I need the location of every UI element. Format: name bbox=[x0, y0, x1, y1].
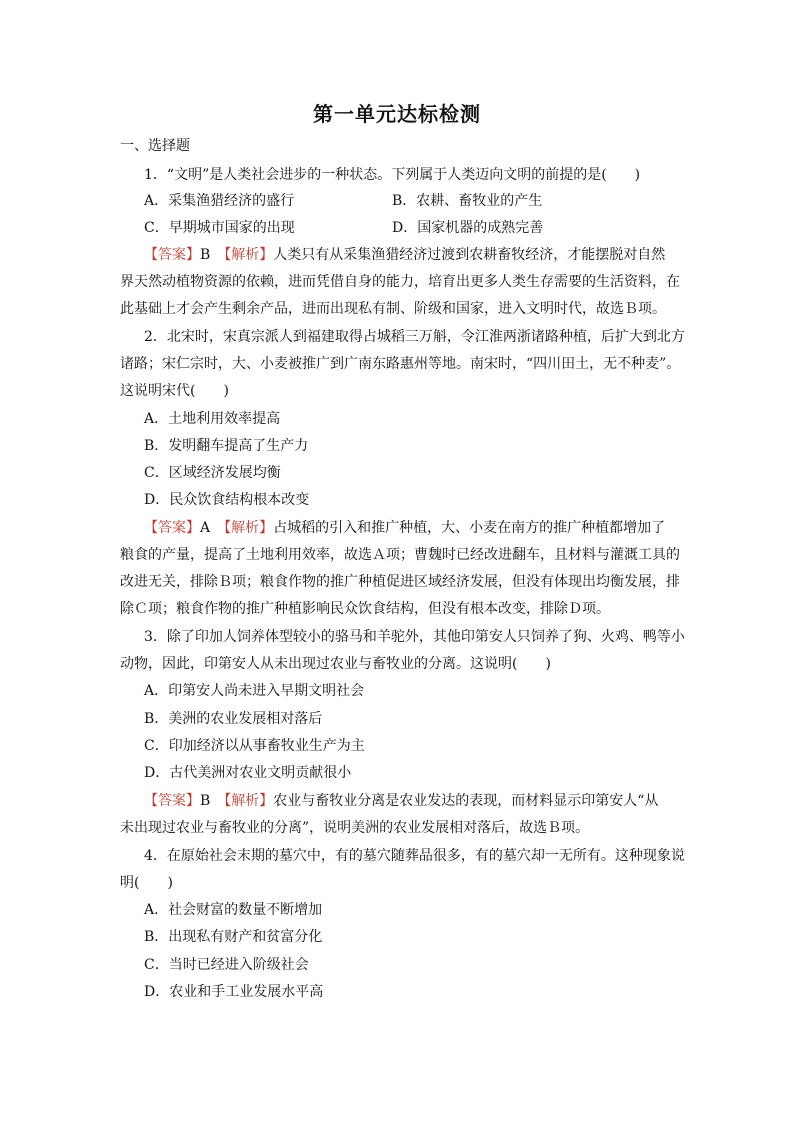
q2-option-a: A．土地利用效率提高 bbox=[144, 411, 281, 427]
q3-stem-line-2: 动物，因此，印第安人从未出现过农业与畜牧业的分离。这说明( ) bbox=[120, 656, 551, 672]
analysis-tag: 【解析】 bbox=[224, 520, 274, 536]
section-heading: 一、选择题 bbox=[120, 138, 190, 154]
q1-option-a: A．采集渔猎经济的盛行 bbox=[144, 193, 295, 209]
q2-stem-line-3: 这说明宋代( ) bbox=[120, 383, 229, 399]
q2-answer-line bbox=[144, 518, 704, 538]
answer-tag: 【答案】 bbox=[144, 247, 200, 263]
q1-option-d: D．国家机器的成熟完善 bbox=[392, 220, 544, 236]
q2-stem-line-2: 诸路；宋仁宗时，大、小麦被推广到广南东路惠州等地。南宋时，“四川田土，无不种麦”。 bbox=[120, 356, 681, 372]
q2-option-c: C．区域经济发展均衡 bbox=[144, 465, 281, 481]
q2-analysis-line-4: 除Ｃ项；粮食作物的推广种植影响民众饮食结构，但没有根本改变，排除Ｄ项。 bbox=[120, 601, 610, 617]
q4-option-d: D．农业和手工业发展水平高 bbox=[144, 984, 324, 1000]
q3-analysis-line-2: 未出现过农业与畜牧业的分离”，说明美洲的农业发展相对落后，故选Ｂ项。 bbox=[120, 820, 590, 836]
analysis-tag: 【解析】 bbox=[224, 793, 274, 809]
q1-option-c: C．早期城市国家的出现 bbox=[144, 220, 295, 236]
page-title: 第一单元达标检测 bbox=[313, 102, 481, 126]
q3-option-a: A．印第安人尚未进入早期文明社会 bbox=[144, 683, 365, 699]
q1-answer: B bbox=[200, 247, 211, 263]
q2-stem-line-1: 2．北宋时，宋真宗派人到福建取得占城稻三万斛，令江淮两浙诸路种植，后扩大到北方 bbox=[144, 329, 685, 345]
q2-option-b: B．发明翻车提高了生产力 bbox=[144, 438, 309, 454]
q3-option-d: D．古代美洲对农业文明贡献很小 bbox=[144, 765, 352, 781]
q1-analysis-line-3: 此基础上才会产生剩余产品，进而出现私有制、阶级和国家，进入文明时代，故选Ｂ项。 bbox=[120, 301, 666, 317]
q1-answer-line bbox=[144, 245, 704, 265]
q2-answer: A bbox=[200, 520, 211, 536]
q4-stem-line-2: 明( ) bbox=[120, 875, 173, 891]
answer-tag: 【答案】 bbox=[144, 793, 200, 809]
q4-stem-line-1: 4．在原始社会末期的墓穴中，有的墓穴随葬品很多，有的墓穴却一无所有。这种现象说 bbox=[144, 848, 685, 864]
q3-option-c: C．印加经济以从事畜牧业生产为主 bbox=[144, 738, 365, 754]
q1-analysis-line-2: 界天然动植物资源的依赖，进而凭借自身的能力，培育出更多人类生存需要的生活资料，在 bbox=[120, 274, 680, 290]
q3-stem-line-1: 3．除了印加人饲养体型较小的骆马和羊驼外，其他印第安人只饲养了狗、火鸡、鸭等小 bbox=[144, 629, 685, 645]
q2-analysis-line-2: 粮食的产量，提高了土地利用效率，故选Ａ项；曹魏时已经改进翻车，且材料与灌溉工具的 bbox=[120, 547, 680, 563]
q1-analysis-line-1: 人类只有从采集渔猎经济过渡到农耕畜牧经济，才能摆脱对自然 bbox=[273, 247, 666, 263]
q4-option-a: A．社会财富的数量不断增加 bbox=[144, 902, 323, 918]
q1-option-b: B．农耕、畜牧业的产生 bbox=[392, 193, 543, 209]
q2-analysis-line-1: 占城稻的引入和推广种植，大、小麦在南方的推广种植都增加了 bbox=[273, 520, 666, 536]
q4-option-c: C．当时已经进入阶级社会 bbox=[144, 957, 309, 973]
answer-tag: 【答案】 bbox=[144, 520, 200, 536]
q2-analysis-line-3: 改进无关，排除Ｂ项；粮食作物的推广种植促进区域经济发展，但没有体现出均衡发展，排 bbox=[120, 574, 680, 590]
q4-option-b: B．出现私有财产和贫富分化 bbox=[144, 929, 323, 945]
q3-answer-line bbox=[144, 791, 704, 811]
q3-analysis-line-1: 农业与畜牧业分离是农业发达的表现，而材料显示印第安人“从 bbox=[273, 793, 659, 809]
analysis-tag: 【解析】 bbox=[224, 247, 274, 263]
q3-option-b: B．美洲的农业发展相对落后 bbox=[144, 711, 323, 727]
q2-option-d: D．民众饮食结构根本改变 bbox=[144, 492, 310, 508]
q1-stem: 1．“文明”是人类社会进步的一种状态。下列属于人类迈向文明的前提的是( ) bbox=[144, 167, 641, 183]
q3-answer: B bbox=[200, 793, 211, 809]
